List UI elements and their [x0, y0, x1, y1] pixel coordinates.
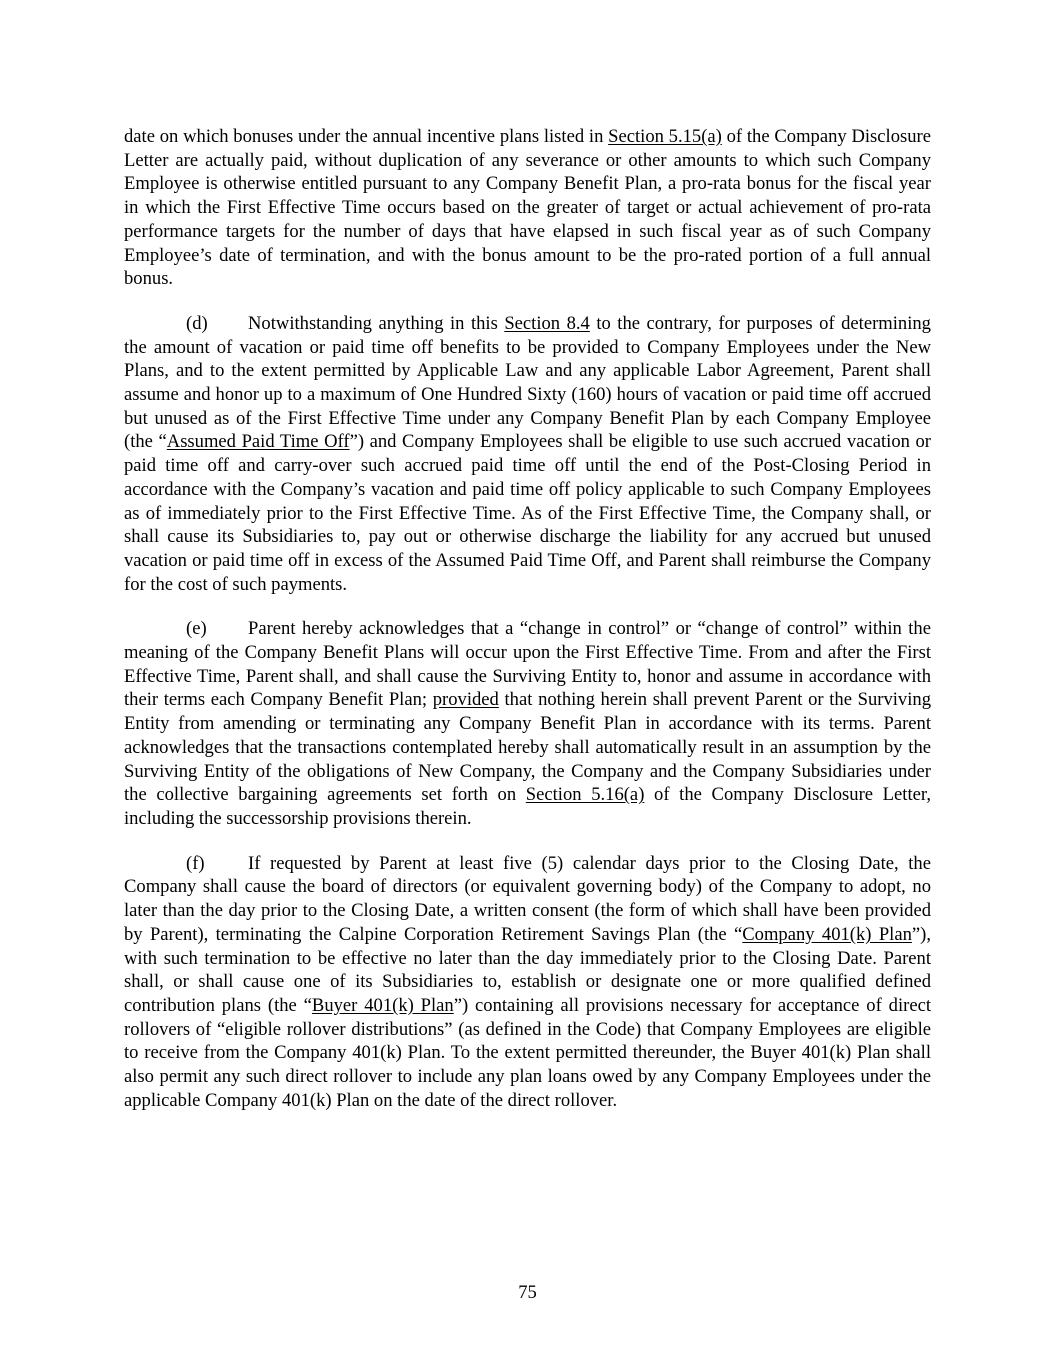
page-number: 75 [518, 1282, 537, 1303]
paragraph-e-text-3: of the Company Disclosure Letter, including the successorship provisions therein. [124, 784, 931, 829]
paragraph-d [124, 312, 931, 596]
buyer-401k-plan-term: Buyer 401(k) Plan [311, 994, 454, 1016]
paragraph-d-text-2: to the contrary, for purposes of determining the amount of vacation or paid time off benefits to be provided to Company Employees under the New Plans, and to the extent permitted by Applicable Law and any applicable Labor Agreement, Parent shall assume and honor up to a maximum of One Hundred Sixty (160) hours of vacation or paid time off accrued but unused as of the First Effective Time under any Company Benefit Plan by each Company Employee (the “ [124, 312, 931, 453]
paragraph-d-text-1: Notwithstanding anything in this [248, 312, 505, 334]
assumed-paid-time-off-term: Assumed Paid Time Off [166, 431, 350, 453]
paragraph-f [124, 852, 931, 1113]
paragraph-f-label: (f) [186, 852, 205, 874]
paragraph-e-label: (e) [186, 618, 207, 640]
company-401k-plan-term: Company 401(k) Plan [742, 923, 912, 945]
paragraph-c-text-2: of the Company Disclosure Letter are actually paid, without duplication of any severance or other amounts to which such Company Employee is otherwise entitled pursuant to any Company Benefit Plan, a pro-rata bonus for the fiscal year in which the First Effective Time occurs based on the greater of target or actual achievement of pro-rata performance targets for the number of days that have elapsed in such fiscal year as of such Company Employee’s date of termination, and with the bonus amount to be the pro-rated portion of a full annual bonus. [124, 126, 931, 290]
paragraph-f-text-1: If requested by Parent at least five (5) calendar days prior to the Closing Date, the Company shall cause the board of directors (or equivalent governing body) of the Company to adopt, no later than the day prior to the Closing Date, a written consent (the form of which shall have been provided by Parent), terminating the Calpine Corporation Retirement Savings Plan (the “ [124, 852, 931, 945]
paragraph-c-continuation [124, 125, 931, 291]
paragraph-f-text-2: ”), with such termination to be effective no later than the day immediately prior to the Closing Date. Parent shall, or shall cause one of its Subsidiaries to, establish or designate one or more qualified defined contribution plans (the “ [124, 923, 931, 1016]
paragraph-e-text-2: that nothing herein shall prevent Parent or the Surviving Entity from amending or terminating any Company Benefit Plan in accordance with its terms. Parent acknowledges that the transactions contemplated hereby shall automatically result in an assumption by the Surviving Entity of the obligations of New Company, the Company and the Company Subsidiaries under the collective bargaining agreements set forth on [124, 689, 931, 806]
section-5-16a-reference: Section 5.16(a) [525, 784, 645, 806]
paragraph-c-text-1: date on which bonuses under the annual incentive plans listed in [124, 126, 609, 147]
section-8-4-reference: Section 8.4 [504, 312, 590, 334]
paragraph-f-text-3: ”) containing all provisions necessary for acceptance of direct rollovers of “eligible rollover distributions” (as defined in the Code) that Company Employees are eligible to receive from the Company 401(k) Plan. To the extent permitted thereunder, the Buyer 401(k) Plan shall also permit any such direct rollover to include any plan loans owed by any Company Employees under the applicable Company 401(k) Plan on the date of the direct rollover. [124, 994, 931, 1111]
paragraph-d-text-3: ”) and Company Employees shall be eligible to use such accrued vacation or paid time off and carry-over such accrued paid time off until the end of the Post-Closing Period in accordance with the Company’s vacation and paid time off policy applicable to such Company Employees as of immediately prior to the First Effective Time. As of the First Effective Time, the Company shall, or shall cause its Subsidiaries to, pay out or otherwise discharge the liability for any accrued but unused vacation or paid time off in excess of the Assumed Paid Time Off, and Parent shall reimburse the Company for the cost of such payments. [124, 431, 932, 595]
section-5-15a-reference: Section 5.15(a) [608, 126, 722, 147]
document-body [124, 125, 931, 1133]
paragraph-d-label: (d) [186, 312, 208, 334]
paragraph-e-text-1: Parent hereby acknowledges that a “change in control” or “change of control” within the meaning of the Company Benefit Plans will occur upon the First Effective Time. From and after the First Effective Time, Parent shall, and shall cause the Surviving Entity to, honor and assume in accordance with their terms each Company Benefit Plan; [124, 618, 931, 711]
provided-term: provided [432, 689, 499, 711]
paragraph-e [124, 617, 931, 830]
